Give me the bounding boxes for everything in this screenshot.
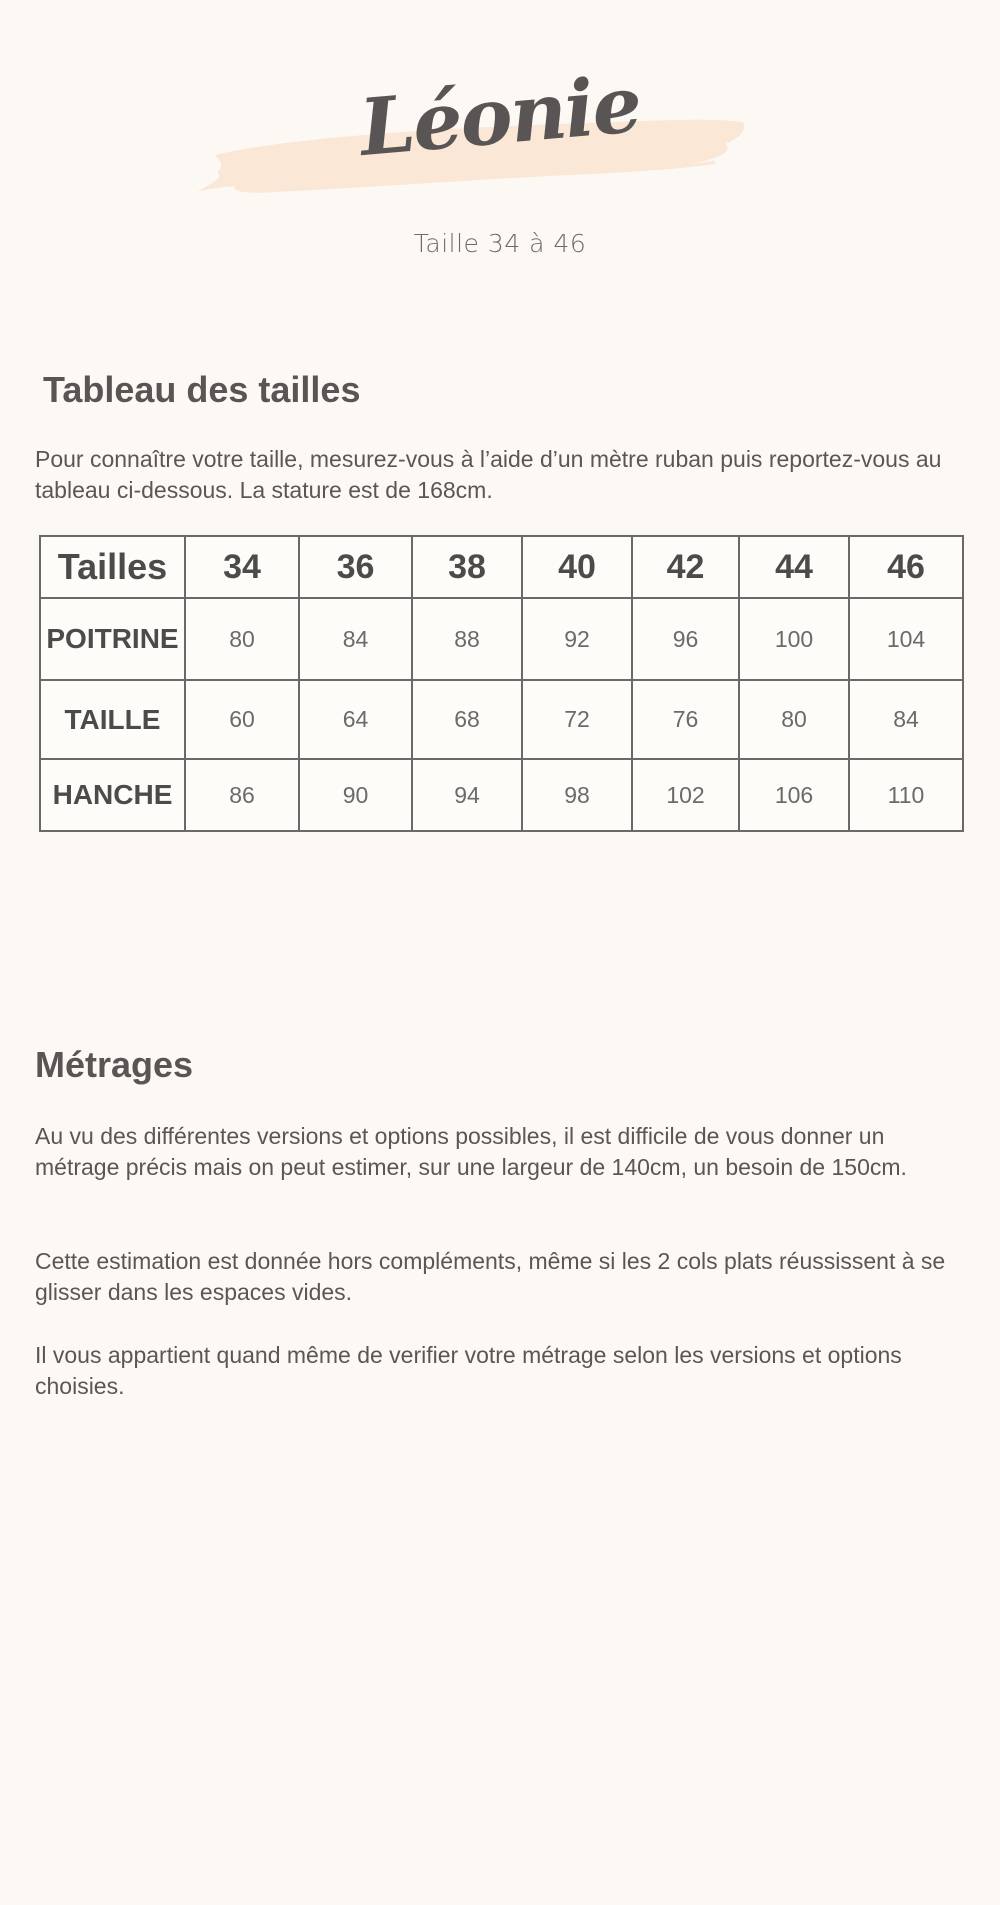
size-table-corner-label: Tailles xyxy=(40,536,185,598)
table-cell: 68 xyxy=(412,680,522,759)
size-column-header: 46 xyxy=(849,536,963,598)
yardage-paragraph-1: Au vu des différentes versions et options possibles, il est difficile de vous donner un métrage précis mais on peut estimer, sur une largeur de 140cm, un besoin de 150cm. xyxy=(35,1123,907,1180)
table-cell: 80 xyxy=(185,598,299,680)
table-cell: 100 xyxy=(739,598,849,680)
size-table xyxy=(39,535,964,832)
table-cell: 96 xyxy=(632,598,739,680)
table-cell: 80 xyxy=(739,680,849,759)
table-row-taille xyxy=(40,680,963,759)
table-cell: 94 xyxy=(412,759,522,831)
size-chart-intro: Pour connaître votre taille, mesurez-vous à l’aide d’un mètre ruban puis reportez-vous au tableau ci-dessous. La stature est de 168cm. xyxy=(35,446,942,503)
table-cell: 104 xyxy=(849,598,963,680)
size-chart-heading: Tableau des tailles xyxy=(43,369,361,410)
table-cell: 64 xyxy=(299,680,412,759)
table-row-poitrine xyxy=(40,598,963,680)
row-label: TAILLE xyxy=(40,680,185,759)
size-range-subtitle: Taille 34 à 46 xyxy=(413,229,587,258)
header xyxy=(0,0,1000,280)
table-cell: 98 xyxy=(522,759,632,831)
size-column-header: 38 xyxy=(412,536,522,598)
table-cell: 76 xyxy=(632,680,739,759)
table-cell: 92 xyxy=(522,598,632,680)
row-label: HANCHE xyxy=(40,759,185,831)
row-label: POITRINE xyxy=(40,598,185,680)
size-column-header: 44 xyxy=(739,536,849,598)
table-cell: 84 xyxy=(299,598,412,680)
table-cell: 106 xyxy=(739,759,849,831)
yardage-paragraph-2: Cette estimation est donnée hors compléments, même si les 2 cols plats réussissent à se glisser dans les espaces vides. xyxy=(35,1248,946,1305)
table-cell: 84 xyxy=(849,680,963,759)
table-row-hanche xyxy=(40,759,963,831)
yardage-paragraph-3: Il vous appartient quand même de verifier votre métrage selon les versions et options choisies. xyxy=(35,1342,902,1399)
size-column-header: 40 xyxy=(522,536,632,598)
table-cell: 102 xyxy=(632,759,739,831)
table-cell: 86 xyxy=(185,759,299,831)
table-cell: 90 xyxy=(299,759,412,831)
size-column-header: 42 xyxy=(632,536,739,598)
size-column-header: 34 xyxy=(185,536,299,598)
pattern-title: Léonie xyxy=(356,58,644,175)
table-cell: 60 xyxy=(185,680,299,759)
size-table-header-row xyxy=(40,536,963,598)
size-column-header: 36 xyxy=(299,536,412,598)
table-cell: 72 xyxy=(522,680,632,759)
table-cell: 88 xyxy=(412,598,522,680)
yardage-heading: Métrages xyxy=(35,1044,194,1085)
table-cell: 110 xyxy=(849,759,963,831)
